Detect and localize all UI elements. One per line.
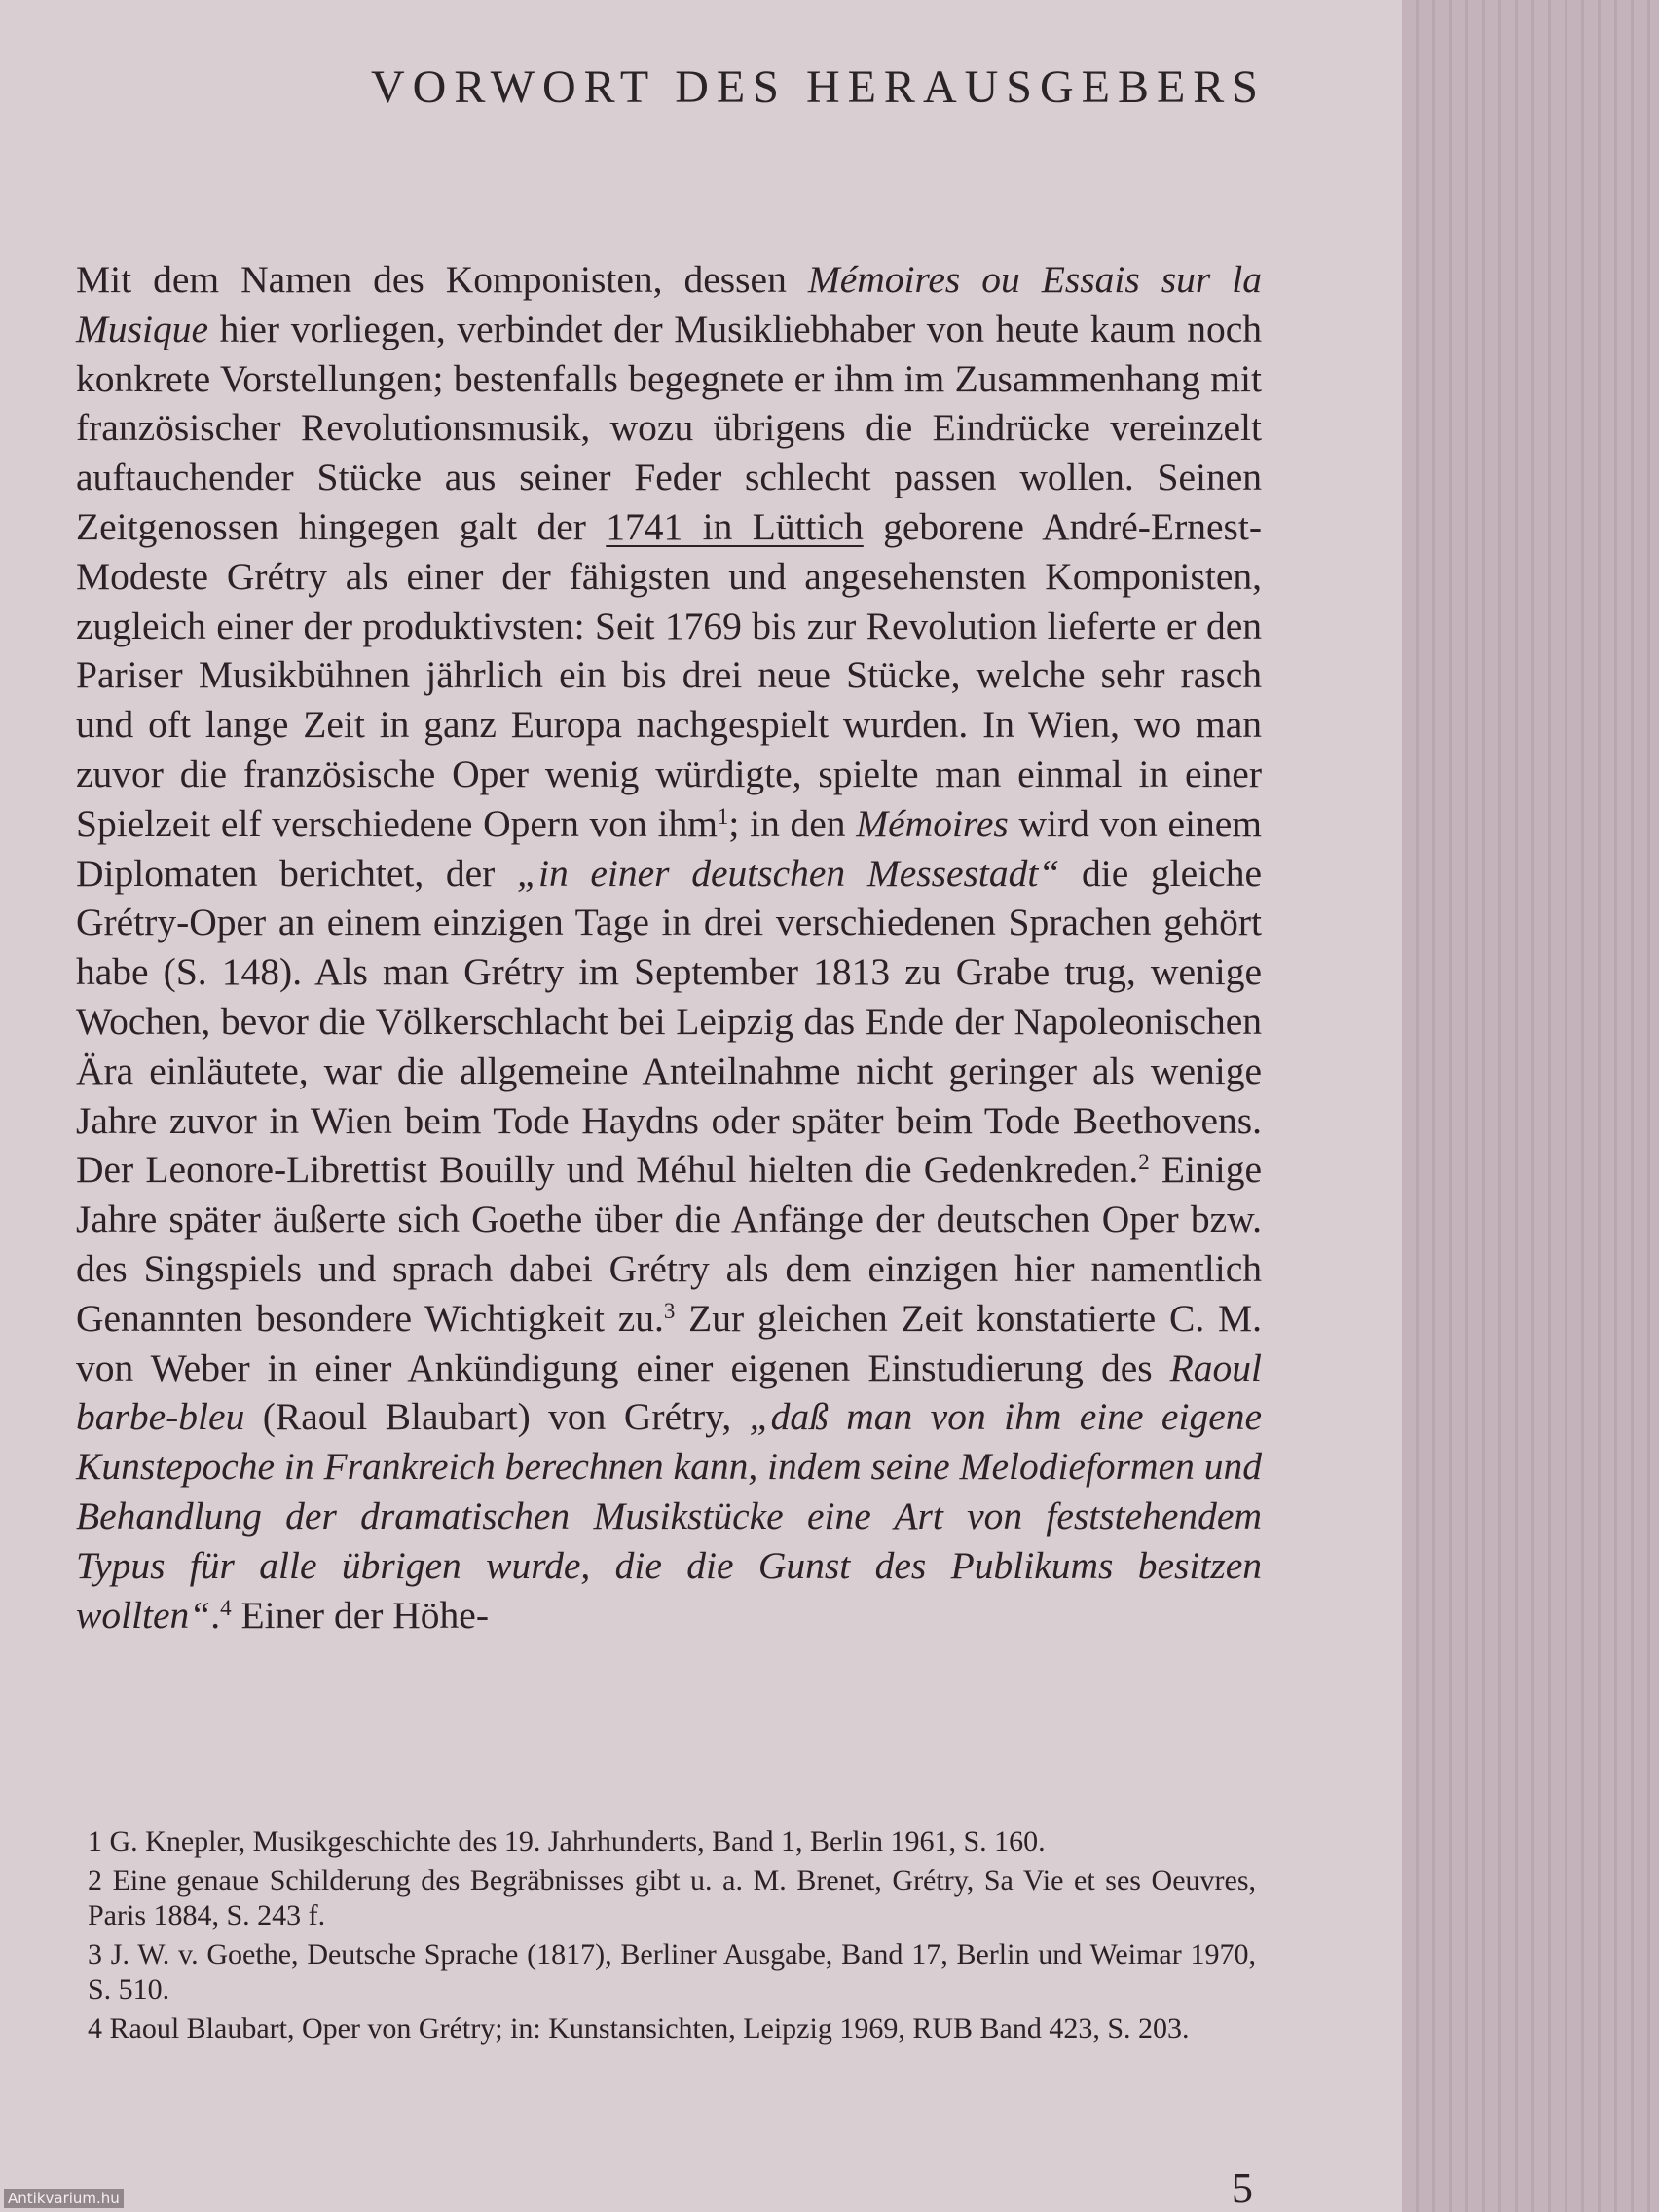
text-run: . [210, 1593, 221, 1637]
text-run: Einer der Höhe- [231, 1593, 489, 1637]
text-run: hier vorliegen, verbindet der Musikliebhaber von heute kaum noch konkrete Vorstellungen; bestenfalls begegnete er ihm im Zusammenhang mit französischer Revolutionsmusik, wozu übrigens die Eindrücke vereinzelt auftauchender Stücke aus seiner Feder schlecht passen wollen. Seinen Zeitgenossen hingegen galt der [76, 307, 1262, 548]
text-run: die gleiche Grétry-Oper an einem einzigen Tage in drei verschiedenen Sprachen gehört habe (S. 148). Als man Grétry im September 1813 zu Grabe trug, wenige Wochen, bevor die Völkerschlacht bei Leipzig das Ende der Napoleonischen Ära einläutete, war die allgemeine Anteilnahme nicht geringer als wenige Jahre zuvor in Wien beim Tode Haydns oder später beim Tode Beethovens. Der Leonore-Librettist Bouilly und Méhul hielten die Gedenkreden. [76, 851, 1262, 1192]
footnote-ref: 1 [717, 803, 729, 829]
text-run: ; in den [728, 801, 857, 845]
text-run: Einige Jahre später äußerte sich Goethe über die Anfänge der deutschen Oper bzw. des Singspiels und sprach dabei Grétry als dem einzigen hier namentlich Genannten besondere Wichtigkeit zu. [76, 1148, 1263, 1340]
italic-quote: „in einer deutschen Messestadt“ [517, 851, 1060, 895]
footnote-ref: 2 [1138, 1150, 1150, 1175]
body-paragraph [76, 255, 1262, 1640]
page-header: VORWORT DES HERAUSGEBERS [371, 61, 1266, 113]
underlined-text: 1741 in Lüttich [606, 504, 864, 548]
italic-title: Mémoires [856, 801, 1009, 845]
text-run: Mit dem Namen des Komponisten, dessen [76, 258, 808, 301]
text-run: Zur gleichen Zeit konstatierte C. M. von Weber in einer Ankündigung einer eigenen Einstudierung des [76, 1296, 1262, 1389]
footnote: 1 G. Knepler, Musikgeschichte des 19. Jahrhunderts, Band 1, Berlin 1961, S. 160. [88, 1825, 1046, 1858]
footnote: 4 Raoul Blaubart, Oper von Grétry; in: Kunstansichten, Leipzig 1969, RUB Band 423, S. 203. [88, 2012, 1190, 2045]
footnote: 2 Eine genaue Schilderung des Begräbnisses gibt u. a. M. Brenet, Grétry, Sa Vie et ses Oeuvres, Paris 1884, S. 243 f. [88, 1864, 1256, 1932]
italic-quote: „daß man von ihm eine eigene Kunstepoche in Frankreich berechnen kann, indem seine Melodieformen und Behandlung der dramatischen Musikstücke eine Art von feststehendem Typus für alle übrigen wurde, die die Gunst des Publikums besitzen wollten“ [76, 1395, 1263, 1637]
page-stack-edge [1402, 0, 1659, 2212]
footnote-ref: 3 [663, 1298, 676, 1323]
footnote-ref: 4 [220, 1595, 232, 1620]
text-run: wird von einem Diplomaten berichtet, der [76, 801, 1263, 895]
footnotes [88, 1825, 1256, 2050]
italic-title: Mémoires ou Essais sur la Musique [76, 258, 1262, 350]
italic-title: Raoul barbe-bleu [76, 1346, 1262, 1439]
text-run: geborene André-Ernest-Modeste Grétry als einer der fähigsten und angesehensten Komponisten, zugleich einer der produktivsten: Seit 1769 bis zur Revolution lieferte er den Pariser Musikbühnen jährlich ein bis drei neue Stücke, welche sehr rasch und oft lange Zeit in ganz Europa nachgespielt wurden. In Wien, wo man zuvor die französische Oper wenig würdigte, spielte man einmal in einer Spielzeit elf verschiedene Opern von ihm [76, 504, 1262, 845]
footnote: 3 J. W. v. Goethe, Deutsche Sprache (1817), Berliner Ausgabe, Band 17, Berlin und Weimar 1970, S. 510. [88, 1938, 1256, 2006]
text-run: (Raoul Blaubart) von Grétry, [244, 1395, 750, 1439]
watermark: Antikvarium.hu [4, 2189, 124, 2208]
page-number: 5 [1232, 2164, 1253, 2212]
